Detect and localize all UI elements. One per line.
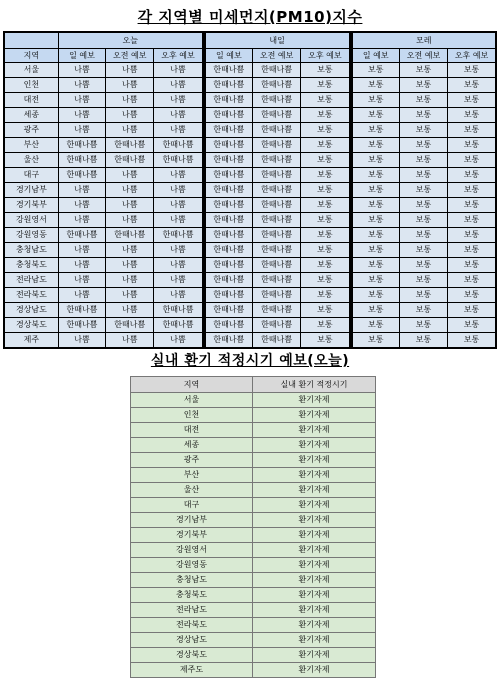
forecast-cell: 보통 xyxy=(352,123,399,138)
forecast-cell: 보통 xyxy=(301,243,349,258)
vent-region-cell: 경기북부 xyxy=(131,528,253,543)
forecast-cell: 보통 xyxy=(301,288,349,303)
forecast-cell: 보통 xyxy=(301,93,349,108)
forecast-cell: 보통 xyxy=(352,333,399,349)
forecast-cell: 나쁨 xyxy=(154,333,202,349)
forecast-cell: 보통 xyxy=(448,273,496,288)
forecast-cell: 나쁨 xyxy=(154,198,202,213)
vent-timing-cell: 환기자제 xyxy=(253,648,376,663)
forecast-cell: 보통 xyxy=(448,153,496,168)
forecast-cell: 나쁨 xyxy=(106,303,154,318)
table-row xyxy=(4,168,496,183)
vent-region-cell: 광주 xyxy=(131,453,253,468)
region-cell: 부산 xyxy=(4,138,58,153)
forecast-cell: 보통 xyxy=(448,258,496,273)
vent-timing-cell: 환기자제 xyxy=(253,393,376,408)
forecast-cell: 보통 xyxy=(448,93,496,108)
forecast-cell: 한때나쁨 xyxy=(205,138,252,153)
vent-region-cell: 세종 xyxy=(131,438,253,453)
day-header-today: 오늘 xyxy=(58,32,202,49)
table-row xyxy=(4,288,496,303)
vent-timing-cell: 환기자제 xyxy=(253,528,376,543)
forecast-cell: 한때나쁨 xyxy=(252,318,300,333)
region-header: 지역 xyxy=(4,49,58,63)
region-cell: 충청북도 xyxy=(4,258,58,273)
forecast-cell: 보통 xyxy=(352,288,399,303)
forecast-cell: 한때나쁨 xyxy=(205,243,252,258)
forecast-cell: 한때나쁨 xyxy=(58,168,105,183)
forecast-cell: 보통 xyxy=(352,78,399,93)
forecast-cell: 보통 xyxy=(352,108,399,123)
day-header-row xyxy=(4,32,496,49)
forecast-cell: 한때나쁨 xyxy=(252,63,300,78)
forecast-cell: 보통 xyxy=(301,303,349,318)
forecast-cell: 한때나쁨 xyxy=(205,288,252,303)
forecast-cell: 나쁨 xyxy=(106,258,154,273)
forecast-cell: 보통 xyxy=(399,243,447,258)
forecast-cell: 보통 xyxy=(399,288,447,303)
forecast-cell: 나쁨 xyxy=(58,183,105,198)
forecast-cell: 보통 xyxy=(448,303,496,318)
vent-timing-cell: 환기자제 xyxy=(253,663,376,678)
blank-header-cell xyxy=(4,32,58,49)
forecast-cell: 보통 xyxy=(301,318,349,333)
forecast-cell: 보통 xyxy=(399,258,447,273)
forecast-cell: 나쁨 xyxy=(58,123,105,138)
table-row xyxy=(4,258,496,273)
pm10-title: 각 지역별 미세먼지(PM10)지수 xyxy=(137,8,363,26)
forecast-cell: 보통 xyxy=(399,138,447,153)
forecast-cell: 한때나쁨 xyxy=(205,258,252,273)
table-row xyxy=(131,663,376,678)
forecast-cell: 보통 xyxy=(352,273,399,288)
forecast-cell: 나쁨 xyxy=(154,123,202,138)
vent-region-cell: 경기남부 xyxy=(131,513,253,528)
forecast-cell: 나쁨 xyxy=(154,63,202,78)
forecast-cell: 한때나쁨 xyxy=(252,153,300,168)
vent-region-header: 지역 xyxy=(131,377,253,393)
region-cell: 세종 xyxy=(4,108,58,123)
vent-timing-cell: 환기자제 xyxy=(253,573,376,588)
forecast-cell: 나쁨 xyxy=(154,258,202,273)
table-row xyxy=(4,153,496,168)
forecast-cell: 보통 xyxy=(399,213,447,228)
table-row xyxy=(4,93,496,108)
table-row xyxy=(131,453,376,468)
forecast-cell: 한때나쁨 xyxy=(205,228,252,243)
forecast-cell: 보통 xyxy=(448,243,496,258)
vent-region-cell: 충청북도 xyxy=(131,588,253,603)
forecast-cell: 한때나쁨 xyxy=(205,333,252,349)
table-row xyxy=(4,63,496,78)
vent-region-cell: 대전 xyxy=(131,423,253,438)
forecast-cell: 보통 xyxy=(399,78,447,93)
table-row xyxy=(131,483,376,498)
forecast-cell: 한때나쁨 xyxy=(252,93,300,108)
table-row xyxy=(4,318,496,333)
forecast-cell: 한때나쁨 xyxy=(58,138,105,153)
forecast-cell: 보통 xyxy=(399,183,447,198)
table-row xyxy=(131,393,376,408)
region-cell: 전라남도 xyxy=(4,273,58,288)
region-cell: 광주 xyxy=(4,123,58,138)
forecast-cell: 나쁨 xyxy=(106,78,154,93)
forecast-cell: 보통 xyxy=(352,183,399,198)
region-cell: 대구 xyxy=(4,168,58,183)
table-row xyxy=(4,273,496,288)
sub-header-daily: 일 예보 xyxy=(205,49,252,63)
forecast-cell: 한때나쁨 xyxy=(106,228,154,243)
table-row xyxy=(4,123,496,138)
forecast-cell: 나쁨 xyxy=(58,258,105,273)
forecast-cell: 보통 xyxy=(352,258,399,273)
forecast-cell: 한때나쁨 xyxy=(205,153,252,168)
vent-timing-cell: 환기자제 xyxy=(253,468,376,483)
forecast-cell: 보통 xyxy=(399,333,447,349)
table-row xyxy=(131,573,376,588)
table-row xyxy=(131,528,376,543)
sub-header-am: 오전 예보 xyxy=(399,49,447,63)
forecast-cell: 보통 xyxy=(448,78,496,93)
pm10-table xyxy=(3,31,497,349)
forecast-cell: 보통 xyxy=(301,273,349,288)
forecast-cell: 한때나쁨 xyxy=(106,138,154,153)
table-row xyxy=(131,648,376,663)
vent-region-cell: 울산 xyxy=(131,483,253,498)
sub-header-pm: 오후 예보 xyxy=(301,49,349,63)
forecast-cell: 한때나쁨 xyxy=(58,318,105,333)
forecast-cell: 나쁨 xyxy=(154,168,202,183)
table-row xyxy=(4,303,496,318)
table-row xyxy=(4,198,496,213)
region-cell: 대전 xyxy=(4,93,58,108)
forecast-cell: 보통 xyxy=(301,333,349,349)
table-row xyxy=(131,468,376,483)
vent-region-cell: 서울 xyxy=(131,393,253,408)
table-row xyxy=(131,513,376,528)
vent-timing-cell: 환기자제 xyxy=(253,483,376,498)
forecast-cell: 보통 xyxy=(448,183,496,198)
forecast-cell: 보통 xyxy=(448,198,496,213)
forecast-cell: 나쁨 xyxy=(154,213,202,228)
forecast-cell: 한때나쁨 xyxy=(106,318,154,333)
sub-header-daily: 일 예보 xyxy=(352,49,399,63)
forecast-cell: 나쁨 xyxy=(154,288,202,303)
vent-timing-cell: 환기자제 xyxy=(253,513,376,528)
forecast-cell: 나쁨 xyxy=(58,198,105,213)
forecast-cell: 나쁨 xyxy=(106,183,154,198)
vent-timing-cell: 환기자제 xyxy=(253,423,376,438)
forecast-cell: 보통 xyxy=(448,108,496,123)
forecast-cell: 보통 xyxy=(352,138,399,153)
forecast-cell: 한때나쁨 xyxy=(252,78,300,93)
vent-region-cell: 경상남도 xyxy=(131,633,253,648)
forecast-cell: 한때나쁨 xyxy=(205,318,252,333)
forecast-cell: 보통 xyxy=(448,168,496,183)
forecast-cell: 보통 xyxy=(399,93,447,108)
forecast-cell: 나쁨 xyxy=(58,78,105,93)
sub-header-am: 오전 예보 xyxy=(252,49,300,63)
forecast-cell: 한때나쁨 xyxy=(205,213,252,228)
sub-header-pm: 오후 예보 xyxy=(448,49,496,63)
sub-header-row xyxy=(4,49,496,63)
forecast-cell: 보통 xyxy=(352,168,399,183)
region-cell: 충청남도 xyxy=(4,243,58,258)
vent-timing-header: 실내 환기 적정시기 xyxy=(253,377,376,393)
forecast-cell: 한때나쁨 xyxy=(205,273,252,288)
forecast-cell: 보통 xyxy=(301,258,349,273)
ventilation-table xyxy=(130,376,376,678)
forecast-cell: 한때나쁨 xyxy=(154,318,202,333)
ventilation-header-row xyxy=(131,377,376,393)
table-row xyxy=(131,603,376,618)
vent-region-cell: 제주도 xyxy=(131,663,253,678)
forecast-cell: 한때나쁨 xyxy=(252,168,300,183)
forecast-cell: 보통 xyxy=(399,168,447,183)
sub-header-daily: 일 예보 xyxy=(58,49,105,63)
forecast-cell: 보통 xyxy=(448,213,496,228)
region-cell: 울산 xyxy=(4,153,58,168)
forecast-cell: 한때나쁨 xyxy=(205,198,252,213)
vent-timing-cell: 환기자제 xyxy=(253,498,376,513)
forecast-cell: 보통 xyxy=(399,228,447,243)
vent-timing-cell: 환기자제 xyxy=(253,603,376,618)
forecast-cell: 보통 xyxy=(352,228,399,243)
forecast-cell: 한때나쁨 xyxy=(58,153,105,168)
forecast-cell: 보통 xyxy=(301,228,349,243)
forecast-cell: 나쁨 xyxy=(106,108,154,123)
vent-timing-cell: 환기자제 xyxy=(253,633,376,648)
table-row xyxy=(131,423,376,438)
forecast-cell: 나쁨 xyxy=(58,108,105,123)
region-cell: 강원영동 xyxy=(4,228,58,243)
vent-region-cell: 경상북도 xyxy=(131,648,253,663)
forecast-cell: 보통 xyxy=(352,153,399,168)
forecast-cell: 한때나쁨 xyxy=(252,273,300,288)
forecast-cell: 한때나쁨 xyxy=(252,123,300,138)
forecast-cell: 한때나쁨 xyxy=(205,93,252,108)
region-cell: 제주 xyxy=(4,333,58,349)
table-row xyxy=(131,633,376,648)
vent-timing-cell: 환기자제 xyxy=(253,558,376,573)
vent-timing-cell: 환기자제 xyxy=(253,618,376,633)
forecast-cell: 나쁨 xyxy=(106,243,154,258)
day-header-day-after: 모레 xyxy=(352,32,496,49)
forecast-cell: 한때나쁨 xyxy=(252,288,300,303)
region-cell: 경상남도 xyxy=(4,303,58,318)
forecast-cell: 한때나쁨 xyxy=(252,108,300,123)
forecast-cell: 보통 xyxy=(399,123,447,138)
forecast-cell: 한때나쁨 xyxy=(154,228,202,243)
forecast-cell: 보통 xyxy=(352,318,399,333)
forecast-cell: 나쁨 xyxy=(154,108,202,123)
vent-region-cell: 강원영서 xyxy=(131,543,253,558)
forecast-cell: 보통 xyxy=(352,303,399,318)
table-row xyxy=(4,243,496,258)
forecast-cell: 한때나쁨 xyxy=(205,63,252,78)
forecast-cell: 나쁨 xyxy=(154,78,202,93)
region-cell: 서울 xyxy=(4,63,58,78)
forecast-cell: 나쁨 xyxy=(106,333,154,349)
forecast-cell: 나쁨 xyxy=(106,273,154,288)
forecast-cell: 보통 xyxy=(352,243,399,258)
forecast-cell: 보통 xyxy=(399,318,447,333)
forecast-cell: 보통 xyxy=(301,78,349,93)
table-row xyxy=(131,558,376,573)
table-row xyxy=(4,333,496,349)
forecast-cell: 보통 xyxy=(301,138,349,153)
day-header-tomorrow: 내일 xyxy=(205,32,349,49)
forecast-cell: 나쁨 xyxy=(58,333,105,349)
forecast-cell: 나쁨 xyxy=(154,273,202,288)
forecast-cell: 한때나쁨 xyxy=(252,183,300,198)
region-cell: 경상북도 xyxy=(4,318,58,333)
forecast-cell: 보통 xyxy=(352,213,399,228)
forecast-cell: 보통 xyxy=(301,108,349,123)
forecast-cell: 나쁨 xyxy=(106,123,154,138)
forecast-cell: 보통 xyxy=(399,153,447,168)
forecast-cell: 나쁨 xyxy=(58,63,105,78)
forecast-cell: 보통 xyxy=(352,198,399,213)
forecast-cell: 나쁨 xyxy=(106,63,154,78)
table-row xyxy=(131,618,376,633)
forecast-cell: 보통 xyxy=(448,228,496,243)
forecast-cell: 나쁨 xyxy=(154,243,202,258)
forecast-cell: 보통 xyxy=(399,63,447,78)
vent-timing-cell: 환기자제 xyxy=(253,543,376,558)
ventilation-title: 실내 환기 적정시기 예보(오늘) xyxy=(150,353,350,369)
vent-region-cell: 부산 xyxy=(131,468,253,483)
table-row xyxy=(4,78,496,93)
forecast-cell: 한때나쁨 xyxy=(205,78,252,93)
region-cell: 전라북도 xyxy=(4,288,58,303)
forecast-cell: 보통 xyxy=(352,93,399,108)
forecast-cell: 한때나쁨 xyxy=(58,303,105,318)
table-row xyxy=(4,108,496,123)
vent-region-cell: 인천 xyxy=(131,408,253,423)
forecast-cell: 보통 xyxy=(301,198,349,213)
forecast-cell: 나쁨 xyxy=(106,213,154,228)
forecast-cell: 나쁨 xyxy=(58,213,105,228)
vent-region-cell: 강원영동 xyxy=(131,558,253,573)
vent-region-cell: 충청남도 xyxy=(131,573,253,588)
vent-region-cell: 전라남도 xyxy=(131,603,253,618)
table-row xyxy=(4,228,496,243)
vent-timing-cell: 환기자제 xyxy=(253,453,376,468)
forecast-cell: 한때나쁨 xyxy=(252,243,300,258)
region-cell: 경기북부 xyxy=(4,198,58,213)
forecast-cell: 보통 xyxy=(301,183,349,198)
forecast-cell: 한때나쁨 xyxy=(252,303,300,318)
forecast-cell: 나쁨 xyxy=(106,168,154,183)
forecast-cell: 나쁨 xyxy=(58,93,105,108)
table-row xyxy=(4,213,496,228)
forecast-cell: 보통 xyxy=(399,303,447,318)
vent-timing-cell: 환기자제 xyxy=(253,408,376,423)
forecast-cell: 한때나쁨 xyxy=(205,123,252,138)
forecast-cell: 나쁨 xyxy=(154,183,202,198)
forecast-cell: 보통 xyxy=(301,153,349,168)
forecast-cell: 나쁨 xyxy=(58,273,105,288)
forecast-cell: 한때나쁨 xyxy=(205,183,252,198)
forecast-cell: 보통 xyxy=(399,273,447,288)
forecast-cell: 보통 xyxy=(352,63,399,78)
region-cell: 경기남부 xyxy=(4,183,58,198)
table-row xyxy=(131,408,376,423)
table-row xyxy=(131,438,376,453)
forecast-cell: 한때나쁨 xyxy=(205,168,252,183)
forecast-cell: 한때나쁨 xyxy=(252,213,300,228)
forecast-cell: 나쁨 xyxy=(106,93,154,108)
forecast-cell: 보통 xyxy=(448,123,496,138)
forecast-cell: 한때나쁨 xyxy=(154,138,202,153)
forecast-cell: 나쁨 xyxy=(58,243,105,258)
region-cell: 인천 xyxy=(4,78,58,93)
forecast-cell: 나쁨 xyxy=(154,93,202,108)
forecast-cell: 나쁨 xyxy=(58,288,105,303)
sub-header-am: 오전 예보 xyxy=(106,49,154,63)
table-row xyxy=(131,498,376,513)
forecast-cell: 보통 xyxy=(448,288,496,303)
forecast-cell: 보통 xyxy=(448,138,496,153)
table-row xyxy=(4,183,496,198)
forecast-cell: 나쁨 xyxy=(106,288,154,303)
table-row xyxy=(131,543,376,558)
sub-header-pm: 오후 예보 xyxy=(154,49,202,63)
forecast-cell: 한때나쁨 xyxy=(252,333,300,349)
table-row xyxy=(131,588,376,603)
forecast-cell: 한때나쁨 xyxy=(252,198,300,213)
forecast-cell: 나쁨 xyxy=(106,198,154,213)
forecast-cell: 한때나쁨 xyxy=(58,228,105,243)
forecast-cell: 한때나쁨 xyxy=(154,153,202,168)
forecast-cell: 보통 xyxy=(448,333,496,349)
forecast-cell: 한때나쁨 xyxy=(252,258,300,273)
forecast-cell: 한때나쁨 xyxy=(252,138,300,153)
forecast-cell: 보통 xyxy=(448,63,496,78)
forecast-cell: 보통 xyxy=(399,108,447,123)
forecast-cell: 한때나쁨 xyxy=(154,303,202,318)
vent-timing-cell: 환기자제 xyxy=(253,438,376,453)
forecast-cell: 보통 xyxy=(399,198,447,213)
forecast-cell: 한때나쁨 xyxy=(252,228,300,243)
forecast-cell: 한때나쁨 xyxy=(106,153,154,168)
forecast-cell: 한때나쁨 xyxy=(205,108,252,123)
vent-timing-cell: 환기자제 xyxy=(253,588,376,603)
vent-region-cell: 대구 xyxy=(131,498,253,513)
forecast-cell: 보통 xyxy=(301,213,349,228)
forecast-cell: 한때나쁨 xyxy=(205,303,252,318)
forecast-cell: 보통 xyxy=(448,318,496,333)
vent-region-cell: 전라북도 xyxy=(131,618,253,633)
table-row xyxy=(4,138,496,153)
forecast-cell: 보통 xyxy=(301,168,349,183)
forecast-cell: 보통 xyxy=(301,123,349,138)
forecast-cell: 보통 xyxy=(301,63,349,78)
region-cell: 강원영서 xyxy=(4,213,58,228)
